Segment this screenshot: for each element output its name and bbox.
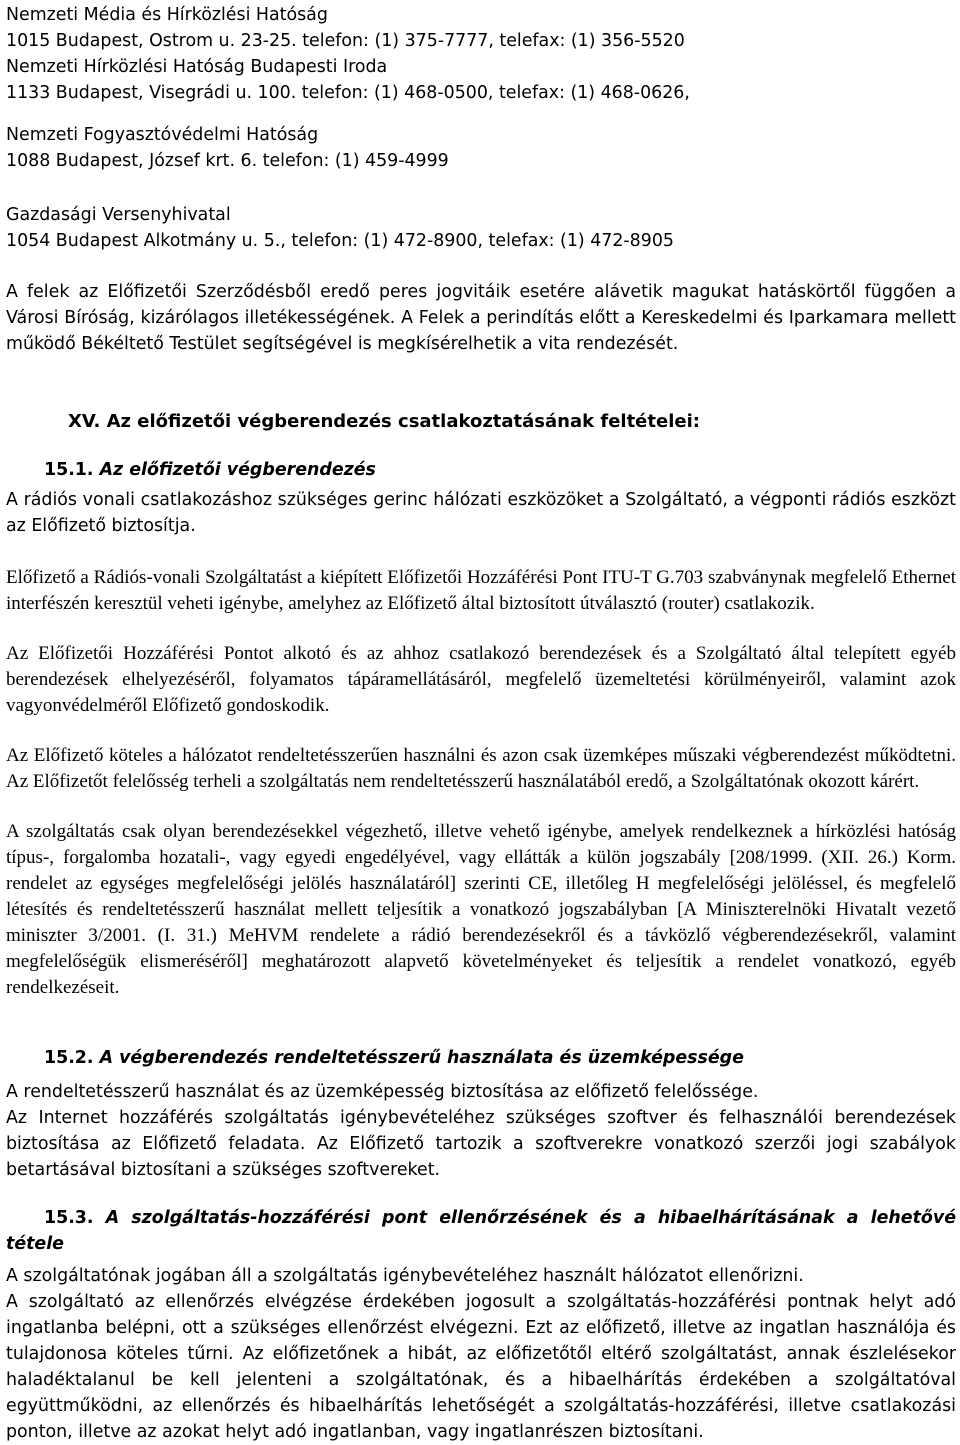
subsection-15-2-heading: [6, 1045, 744, 1071]
subsection-number: 15.3.: [44, 1208, 94, 1228]
subsection-number: 15.2.: [44, 1048, 94, 1068]
subsection-title: A szolgáltatás-hozzáférési pont ellenőrzésének és a hibaelhárításának a lehetővé tétele: [6, 1208, 956, 1254]
paragraph-15-3-2: A szolgáltató az ellenőrzés elvégzése érdekében jogosult a szolgáltatás-hozzáférési pontnak helyt adó ingatlanba belépni, ott a szükséges ellenőrzést elvégezni. Ezt az előfizető, illetve az ingatlan használója és tulajdonosa köteles tűrni. Az előfizetőnek a hibát, az előfizetőtől eltérő szolgáltatást, annak észlelésekor haladéktalanul be kell jelenteni a szolgáltatónak, és a hibaelhárítás érdekében a szolgáltatóval együttműködni, az ellenőrzés és hibaelhárítás lehetőségét a szolgáltatás-hozzáférési, illetve csatlakozási ponton, illetve az azokat helyt adó ingatlanban, vagy ingatlanrészen biztosítani.: [6, 1292, 956, 1442]
authority-block-nmhh: [6, 2, 956, 106]
authority-address: 1015 Budapest, Ostrom u. 23-25. telefon: (1) 375-7777, telefax: (1) 356-5520: [6, 31, 685, 51]
authority-name: Nemzeti Média és Hírközlési Hatóság: [6, 5, 328, 25]
authority-office-address: 1133 Budapest, Visegrádi u. 100. telefon: (1) 468-0500, telefax: (1) 468-0626,: [6, 83, 690, 103]
subsection-title: A végberendezés rendeltetésszerű használata és üzemképessége: [99, 1048, 744, 1068]
authority-name: Gazdasági Versenyhivatal: [6, 205, 231, 225]
subsection-15-1-heading: [6, 457, 376, 483]
paragraph-15-2-2: Az Internet hozzáférés szolgáltatás igénybevételéhez szükséges szoftver és felhasználói berendezések biztosítása az Előfizető feladata. Az Előfizető tartozik a szoftverekre vonatkozó szerzői jogi szabályok betartásával biztosítani a szükséges szoftvereket.: [6, 1108, 956, 1180]
section-title: XV. Az előfizetői végberendezés csatlakoztatásának feltételei:: [68, 411, 700, 432]
subsection-title: Az előfizetői végberendezés: [99, 460, 376, 480]
paragraph-15-3-1: A szolgáltatónak jogában áll a szolgáltatás igénybevételéhez használt hálózatot ellenőrizni.: [6, 1266, 804, 1286]
dispute-paragraph: A felek az Előfizetői Szerződésből eredő peres jogvitáik esetére alávetik magukat hatáskörtől függően a Városi Bíróság, kizárólagos illetékességének. A Felek a perindítás előtt a Kereskedelmi és Iparkamara mellett működő Békéltető Testület segítségével is megkísérelhetik a vita rendezését.: [6, 282, 956, 354]
authority-block-nfh: [6, 122, 956, 174]
paragraph-15-1-4: Az Előfizető köteles a hálózatot rendeltetésszerűen használni és azon csak üzemképes műszaki végberendezést működtetni. Az Előfizetőt felelősség terheli a szolgáltatás nem rendeltetésszerű használatából eredő, a Szolgáltatónak okozott kárért.: [6, 745, 956, 792]
authority-name: Nemzeti Fogyasztóvédelmi Hatóság: [6, 125, 319, 145]
paragraph-15-1-5: A szolgáltatás csak olyan berendezésekkel végezhető, illetve vehető igénybe, amelyek rendelkeznek a hírközlési hatóság típus-, forgalomba hozatali-, vagy egyedi engedélyével, vagy ellátták a külön jogszabály [208/1999. (XII. 26.) Korm. rendelet az egységes megfelelőségi jelölés használatáról] szerinti CE, illetőleg H megfelelőségi jelöléssel, és megfelelő létesítés és rendeltetésszerű használat mellett teljesítik a vonatkozó jogszabályban [A Miniszterelnöki Hivatalt vezető miniszter 3/2001. (I. 31.) MeHVM rendelete a rádió berendezésekről és a távközlő végberendezésekről, valamint megfelelőségük elismeréséről] meghatározott alapvető követelményeket és teljesítik a rendelet vonatkozó, egyéb rendelkezéseit.: [6, 821, 956, 998]
subsection-number: 15.1.: [44, 460, 94, 480]
authority-block-gvh: [6, 202, 956, 254]
paragraph-15-1-2: Előfizető a Rádiós-vonali Szolgáltatást a kiépített Előfizetői Hozzáférési Pont ITU-T G.703 szabványnak megfelelő Ethernet interfészén keresztül veheti igénybe, amelyhez az Előfizető által biztosított útválasztó (router) csatlakozik.: [6, 567, 956, 614]
authority-office-name: Nemzeti Hírközlési Hatóság Budapesti Iroda: [6, 57, 388, 77]
authority-address: 1054 Budapest Alkotmány u. 5., telefon: (1) 472-8900, telefax: (1) 472-8905: [6, 231, 674, 251]
paragraph-15-1-3: Az Előfizetői Hozzáférési Pontot alkotó és az ahhoz csatlakozó berendezések és a Szolgáltató által telepített egyéb berendezések elhelyezéséről, folyamatos tápáramellátásáról, megfelelő üzemeltetési körülményeiről, valamint azok vagyonvédelméről Előfizető gondoskodik.: [6, 643, 956, 716]
subsection-15-3-heading: [6, 1205, 956, 1257]
paragraph-15-2-1: A rendeltetésszerű használat és az üzemképesség biztosítása az előfizető felelőssége.: [6, 1082, 759, 1102]
authority-address: 1088 Budapest, József krt. 6. telefon: (1) 459-4999: [6, 151, 449, 171]
paragraph-15-1-1: A rádiós vonali csatlakozáshoz szükséges gerinc hálózati eszközöket a Szolgáltató, a végponti rádiós eszközt az Előfizető biztosítja.: [6, 490, 956, 536]
